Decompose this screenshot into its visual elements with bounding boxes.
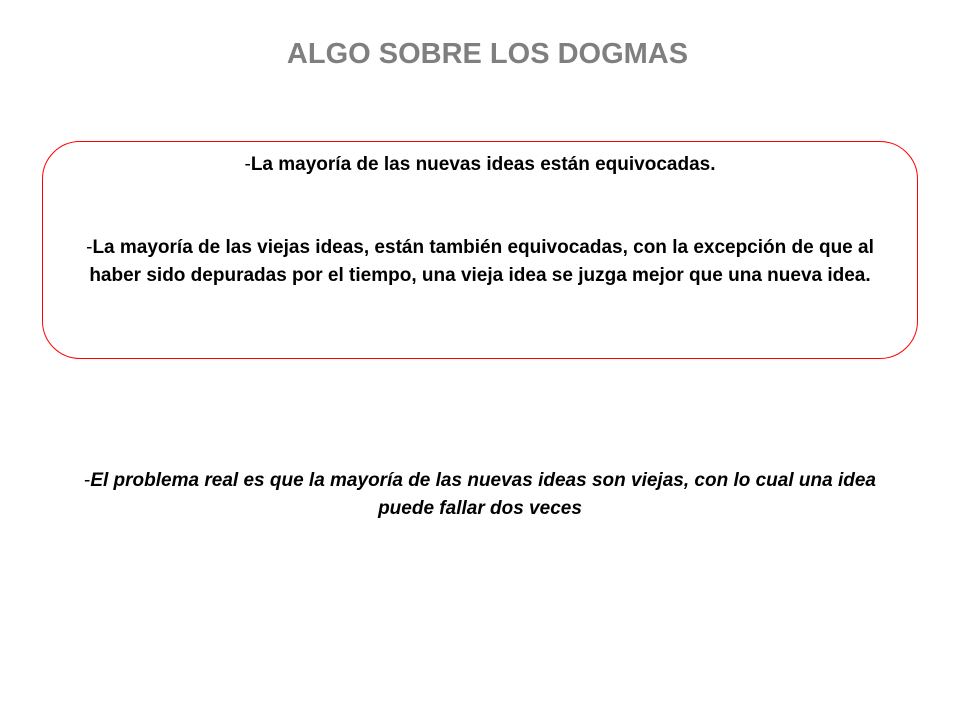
statement-new-ideas [42,151,918,179]
statement-dash: - [244,154,251,175]
statement-text: La mayoría de las viejas ideas, están también equivocadas, con la excepción de que al haber sido depuradas por el tiempo, una vieja idea se juzga mejor que una nueva idea. [89,237,874,286]
conclusion-dash: - [84,470,91,491]
conclusion-text: El problema real es que la mayoría de las nuevas ideas son viejas, con lo cual una idea puede fallar dos veces [90,470,876,519]
statement-dash: - [86,237,93,258]
conclusion-statement [62,467,898,523]
slide-title: ALGO SOBRE LOS DOGMAS [286,38,689,70]
statement-text: La mayoría de las nuevas ideas están equivocadas. [250,154,716,175]
statement-old-ideas [66,234,894,290]
